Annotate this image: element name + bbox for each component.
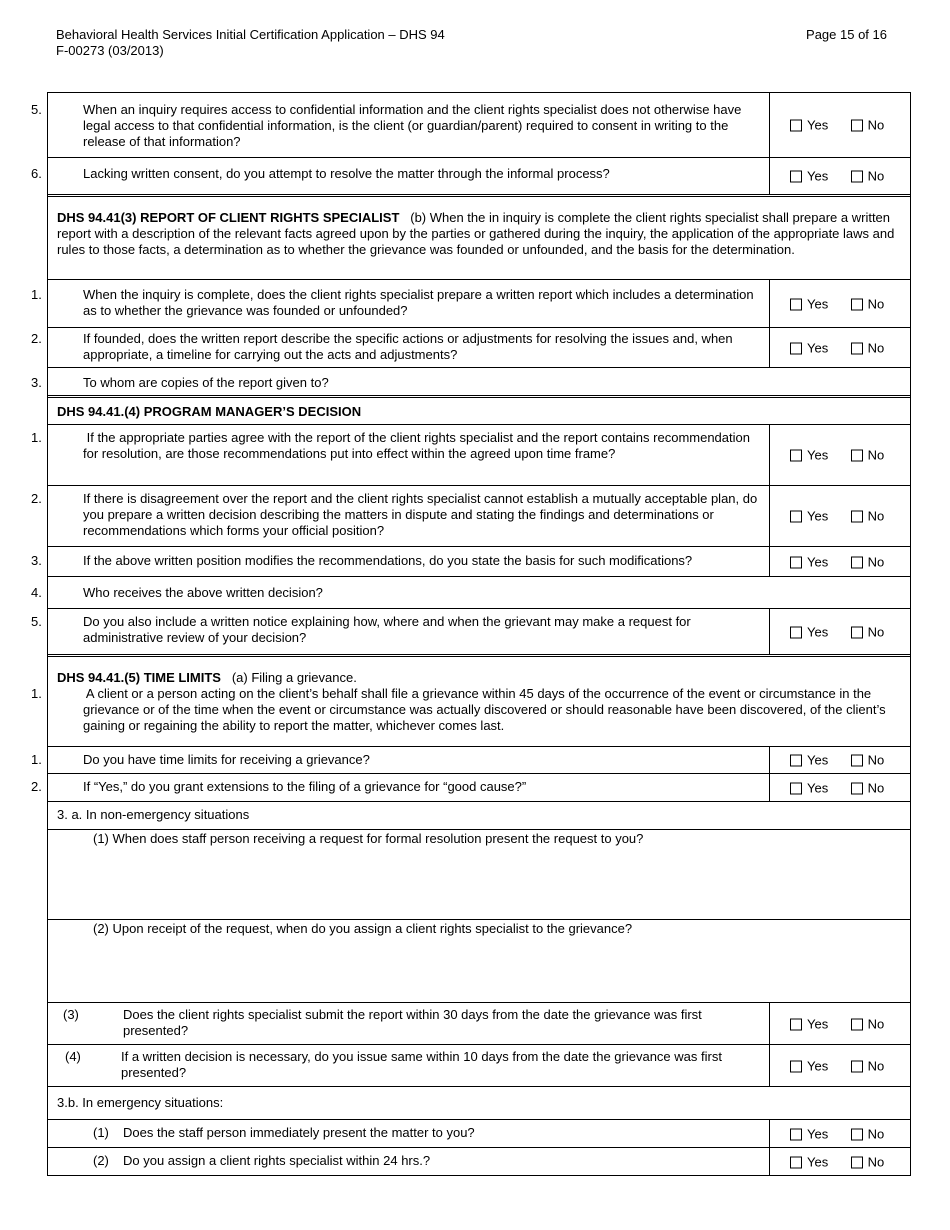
question-text: To whom are copies of the report given to? — [83, 375, 329, 390]
yes-checkbox[interactable] — [790, 342, 802, 354]
question-text: When an inquiry requires access to confidential information and the client rights specialist does not otherwise have legal access to that confidential information, is the client (or guardian/parent) required to consent in writing to the release of that information? — [83, 102, 742, 149]
question-text: Do you also include a written notice explaining how, where and when the grievant may make a request for administrative review of your decision? — [83, 614, 691, 645]
no-checkbox[interactable] — [851, 171, 863, 183]
yes-checkbox[interactable] — [790, 120, 802, 132]
question-text: If the appropriate parties agree with the report of the client rights specialist and the report contains recommendation for resolution, are those recommendations put into effect within the agreed upon time frame? — [83, 430, 750, 461]
question-text: If a written decision is necessary, do you issue same within 10 days from the date the grievance was first presented? — [121, 1049, 722, 1080]
question-text: Does the client rights specialist submit the report within 30 days from the date the grievance was first presented? — [123, 1007, 702, 1038]
question-row: 1. If the appropriate parties agree with the report of the client rights specialist and the report contains recommendation for resolution, are those recommendations put into effect within the agreed upon time frame? Yes No — [48, 425, 910, 486]
no-checkbox[interactable] — [851, 342, 863, 354]
no-checkbox[interactable] — [851, 120, 863, 132]
page-number: Page 15 of 16 — [806, 27, 887, 42]
question-row: (4) If a written decision is necessary, do you issue same within 10 days from the date the grievance was first presented? Yes No — [48, 1045, 910, 1087]
question-row: 3. If the above written position modifies the recommendations, do you state the basis for such modifications? Yes No — [48, 547, 910, 577]
question-text: (1) When does staff person receiving a request for formal resolution present the request to you? — [93, 831, 644, 846]
question-text: Do you assign a client rights specialist within 24 hrs.? — [123, 1153, 431, 1168]
question-text: If founded, does the written report describe the specific actions or adjustments for resolving the issues and, when appropriate, a timeline for carrying out the acts and adjustments? — [83, 331, 733, 362]
no-checkbox[interactable] — [851, 1156, 863, 1168]
form-header — [56, 27, 445, 59]
form-number: F-00273 (03/2013) — [56, 43, 164, 58]
no-checkbox[interactable] — [851, 298, 863, 310]
question-text: Lacking written consent, do you attempt to resolve the matter through the informal process? — [83, 166, 610, 181]
yes-checkbox[interactable] — [790, 755, 802, 767]
no-checkbox[interactable] — [851, 1060, 863, 1072]
question-row: 3. To whom are copies of the report given to? — [48, 368, 910, 398]
question-row: (2) Do you assign a client rights specialist within 24 hrs.? Yes No — [48, 1148, 910, 1176]
section-header: DHS 94.41(3) REPORT OF CLIENT RIGHTS SPECIALIST (b) When the in inquiry is complete the client rights specialist shall prepare a written report with a description of the relevant facts agreed upon by the parties or gathered during the inquiry, the application of the appropriate laws and rules to those facts, a determination as to whether the grievance was founded or unfounded, and the basis for the determination. — [48, 197, 910, 280]
yes-checkbox[interactable] — [790, 450, 802, 462]
question-row: 2. If founded, does the written report describe the specific actions or adjustments for resolving the issues and, when appropriate, a timeline for carrying out the acts and adjustments? Yes No — [48, 328, 910, 368]
answer-area[interactable] — [48, 920, 910, 1003]
section-header — [48, 398, 910, 425]
form-table — [31, 92, 911, 1176]
yes-checkbox[interactable] — [790, 511, 802, 523]
question-text: If “Yes,” do you grant extensions to the filing of a grievance for “good cause?” — [83, 779, 527, 794]
question-text: (2) Upon receipt of the request, when do you assign a client rights specialist to the grievance? — [93, 921, 633, 936]
question-text: When the inquiry is complete, does the client rights specialist prepare a written report which includes a determination as to whether the grievance was founded or unfounded? — [83, 287, 754, 318]
question-row: 4. Who receives the above written decision? — [48, 577, 910, 609]
no-checkbox[interactable] — [851, 1128, 863, 1140]
no-checkbox[interactable] — [851, 511, 863, 523]
yes-checkbox[interactable] — [790, 556, 802, 568]
question-text: If there is disagreement over the report and the client rights specialist cannot establish a mutually acceptable plan, do you prepare a written decision describing the matters in dispute and stating the findings and determinations or recommendations which forms your official position? — [83, 491, 758, 538]
question-row: (3) Does the client rights specialist submit the report within 30 days from the date the grievance was first presented? Yes No — [48, 1003, 910, 1045]
section-heading: DHS 94.41.(5) TIME LIMITS — [57, 670, 221, 685]
yes-checkbox[interactable] — [790, 1156, 802, 1168]
yes-checkbox[interactable] — [790, 626, 802, 638]
no-checkbox[interactable] — [851, 626, 863, 638]
no-checkbox[interactable] — [851, 1018, 863, 1030]
yes-checkbox[interactable] — [790, 782, 802, 794]
question-text: Who receives the above written decision? — [83, 585, 323, 600]
answer-area[interactable] — [48, 830, 910, 920]
question-row: 1. When the inquiry is complete, does the client rights specialist prepare a written report which includes a determination as to whether the grievance was founded or unfounded? Yes No — [48, 280, 910, 328]
no-checkbox[interactable] — [851, 755, 863, 767]
question-row: 6. Lacking written consent, do you attempt to resolve the matter through the informal process? Yes No — [48, 158, 910, 197]
question-row: 5. Do you also include a written notice explaining how, where and when the grievant may make a request for administrative review of your decision? Yes No — [48, 609, 910, 657]
question-text: Do you have time limits for receiving a grievance? — [83, 752, 370, 767]
section-heading: DHS 94.41.(4) PROGRAM MANAGER’S DECISION — [57, 404, 362, 419]
question-row: (1) Does the staff person immediately present the matter to you? Yes No — [48, 1120, 910, 1148]
question-text: 3. a. In non-emergency situations — [57, 807, 250, 822]
question-row: 5. When an inquiry requires access to confidential information and the client rights specialist does not otherwise have legal access to that confidential information, is the client (or guardian/parent) required to consent in writing to the release of that information? Yes No — [48, 93, 910, 158]
no-checkbox[interactable] — [851, 782, 863, 794]
no-checkbox[interactable] — [851, 450, 863, 462]
question-row: 2. If “Yes,” do you grant extensions to the filing of a grievance for “good cause?” Yes No — [48, 774, 910, 802]
question-row: 1. Do you have time limits for receiving a grievance? Yes No — [48, 747, 910, 774]
form-title: Behavioral Health Services Initial Certification Application – DHS 94 — [56, 27, 445, 42]
question-row — [48, 802, 910, 830]
question-text: 3.b. In emergency situations: — [57, 1095, 224, 1110]
section-heading: DHS 94.41(3) REPORT OF CLIENT RIGHTS SPECIALIST — [57, 210, 400, 225]
question-text: If the above written position modifies the recommendations, do you state the basis for such modifications? — [83, 553, 693, 568]
yes-checkbox[interactable] — [790, 1060, 802, 1072]
no-checkbox[interactable] — [851, 556, 863, 568]
question-row: 2. If there is disagreement over the report and the client rights specialist cannot establish a mutually acceptable plan, do you prepare a written decision describing the matters in dispute and stating the findings and determinations or recommendations which forms your official position? Yes No — [48, 486, 910, 547]
section-header: DHS 94.41.(5) TIME LIMITS (a) Filing a grievance. 1. A client or a person acting on the client’s behalf shall file a grievance within 45 days of the occurrence of the event or circumstance in the grievance or of the time when the event or circumstance was actually discovered or should reasonable have been discovered, of the client’s gaining or regaining the ability to report the matter, whichever comes last. — [48, 657, 910, 747]
yes-checkbox[interactable] — [790, 171, 802, 183]
question-text: Does the staff person immediately present the matter to you? — [123, 1125, 475, 1140]
question-row — [48, 1087, 910, 1120]
yes-checkbox[interactable] — [790, 1128, 802, 1140]
yes-checkbox[interactable] — [790, 1018, 802, 1030]
yes-checkbox[interactable] — [790, 298, 802, 310]
